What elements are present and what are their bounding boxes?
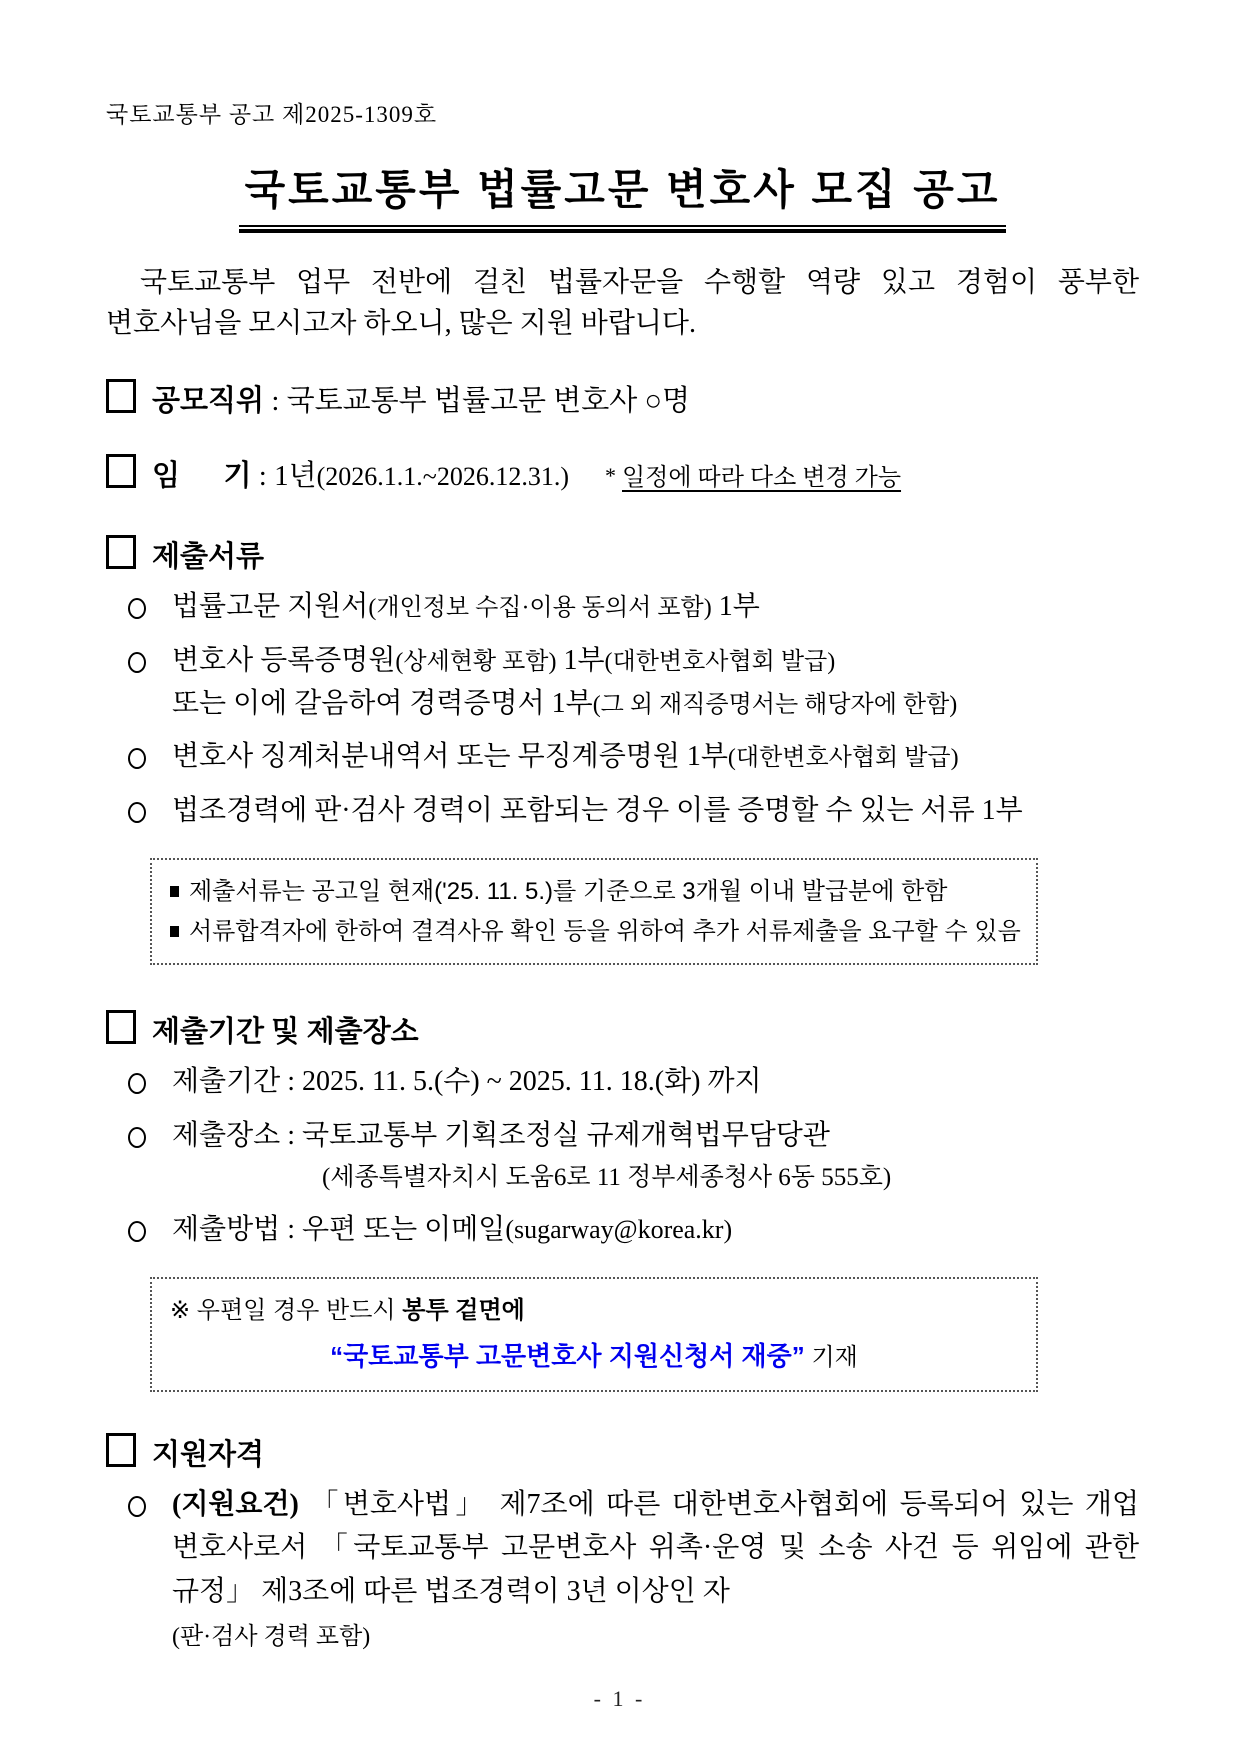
envelope-label-text: “국토교통부 고문변호사 지원신청서 재중”	[330, 1340, 805, 1371]
position-sep: :	[264, 385, 287, 418]
section-submission-heading	[106, 1009, 1139, 1050]
list-item-doc1	[106, 585, 1139, 628]
term-value-paren: (2026.1.1.~2026.12.31.)	[316, 462, 569, 492]
mailing-notice-line-1	[170, 1291, 1018, 1331]
page-number: - 1 -	[593, 1686, 646, 1711]
requirement-label: (지원요건)	[172, 1488, 299, 1520]
square-bullet-icon	[170, 886, 179, 897]
doc1-paren: (개인정보 수집·이용 동의서 포함)	[368, 595, 712, 622]
mailing-notice-suffix: 기재	[804, 1343, 858, 1371]
circle-bullet-icon	[128, 652, 146, 673]
term-note: 일정에 따라 다소 변경 가능	[622, 465, 902, 492]
section-qualification-heading	[106, 1432, 1139, 1473]
method-label: 제출방법	[172, 1213, 281, 1245]
section-position	[106, 378, 1139, 419]
title-block	[106, 157, 1139, 227]
doc3-paren: (대한변호사협회 발급)	[727, 745, 959, 772]
place-sep: :	[280, 1119, 302, 1151]
notice-line-2-text: 서류합격자에 한하여 결격사유 확인 등을 위하여 추가 서류제출을 요구할 수 있음	[189, 917, 1021, 945]
doc4-text: 법조경력에 판·검사 경력이 포함되는 경우 이를 증명할 수 있는 서류 1부	[172, 794, 1023, 826]
doc2-paren2: (대한변호사협회 발급)	[604, 648, 836, 675]
place-value: 국토교통부 기획조정실 규제개혁법무담당관	[301, 1119, 830, 1151]
notice-line-1-text: 제출서류는 공고일 현재('25. 11. 5.)를 기준으로 3개월 이내 발급분에 한함	[189, 878, 948, 906]
doc1-tail: 1부	[711, 591, 760, 623]
place-label: 제출장소	[172, 1119, 281, 1151]
checkbox-icon	[106, 379, 136, 413]
mailing-notice-bold: 봉투 겉면에	[402, 1297, 525, 1325]
mailing-notice-prefix: 우편일 경우 반드시	[190, 1297, 403, 1325]
doc2-paren1: (상세현황 포함)	[395, 648, 557, 675]
circle-bullet-icon	[128, 1127, 146, 1148]
list-item-period	[106, 1060, 1139, 1103]
doc-number: 국토교통부 공고 제2025-1309호	[106, 102, 438, 127]
list-item-method	[106, 1208, 1139, 1251]
method-sep: :	[280, 1213, 302, 1245]
square-bullet-icon	[170, 926, 179, 937]
reference-mark-icon: ※	[170, 1297, 191, 1325]
list-item-doc3	[106, 735, 1139, 778]
circle-bullet-icon	[128, 598, 146, 619]
method-value: 우편 또는 이메일	[301, 1213, 506, 1245]
list-item-doc4	[106, 789, 1139, 832]
doc2-text: 변호사 등록증명원	[172, 644, 396, 676]
doc2-cont: 또는 이에 갈음하여 경력증명서 1부	[172, 687, 593, 719]
notice-line-1	[170, 872, 1018, 912]
checkbox-icon	[106, 454, 136, 488]
notice-line-2	[170, 912, 1021, 952]
period-label: 제출기간	[172, 1066, 281, 1098]
circle-bullet-icon	[128, 1221, 146, 1242]
method-email: (sugarway@korea.kr)	[505, 1214, 733, 1244]
intro-paragraph: 국토교통부 업무 전반에 걸친 법률자문을 수행할 역량 있고 경험이 풍부한 변호사님을 모시고자 하오니, 많은 지원 바랍니다.	[106, 267, 1139, 339]
submission-heading: 제출기간 및 제출장소	[152, 1016, 419, 1049]
list-item-requirement	[106, 1483, 1139, 1656]
circle-bullet-icon	[128, 1496, 146, 1517]
doc1-text: 법률고문 지원서	[172, 591, 369, 623]
section-documents-heading	[106, 534, 1139, 575]
checkbox-icon	[106, 1433, 136, 1467]
doc2-cont-paren: (그 외 재직증명서는 해당자에 한함)	[592, 691, 958, 718]
place-address: (세종특별자치시 도움6로 11 정부세종청사 6동 555호)	[322, 1164, 892, 1192]
mailing-notice-line-2	[170, 1335, 1018, 1378]
period-value: 2025. 11. 5.(수) ~ 2025. 11. 18.(화) 까지	[301, 1066, 762, 1098]
list-item-doc2	[106, 639, 1139, 682]
position-value: 국토교통부 법률고문 변호사 ○명	[286, 385, 691, 418]
checkbox-icon	[106, 535, 136, 569]
requirement-text: 「변호사법」 제7조에 따른 대한변호사협회에 등록되어 있는 개업 변호사로서 「국토교통부 고문변호사 위촉·운영 및 소송 사건 등 위임에 관한 규정」 제3조에 따른 법조경력이 3년 이상인 자	[172, 1488, 1139, 1607]
checkbox-icon	[106, 1010, 136, 1044]
mailing-notice-box	[150, 1277, 1038, 1391]
documents-heading: 제출서류	[152, 541, 265, 574]
qualification-heading: 지원자격	[152, 1438, 265, 1471]
period-sep: :	[280, 1066, 302, 1098]
term-label: 임 기	[152, 460, 252, 493]
list-item-place	[106, 1114, 1139, 1198]
list-item-doc2-continuation	[106, 682, 1139, 725]
requirement-paren: (판·검사 경력 포함)	[172, 1623, 371, 1650]
circle-bullet-icon	[128, 802, 146, 823]
doc3-text: 변호사 징계처분내역서 또는 무징계증명원 1부	[172, 741, 728, 773]
circle-bullet-icon	[128, 1073, 146, 1094]
page-title: 국토교통부 법률고문 변호사 모집 공고	[239, 157, 1007, 227]
section-term	[106, 453, 1139, 494]
term-value: 1년	[274, 460, 317, 493]
doc2-mid: 1부	[556, 644, 605, 676]
position-label: 공모직위	[152, 385, 265, 418]
documents-notice-box	[150, 858, 1038, 965]
asterisk-icon: *	[605, 463, 616, 489]
circle-bullet-icon	[128, 748, 146, 769]
term-sep: :	[251, 460, 275, 493]
